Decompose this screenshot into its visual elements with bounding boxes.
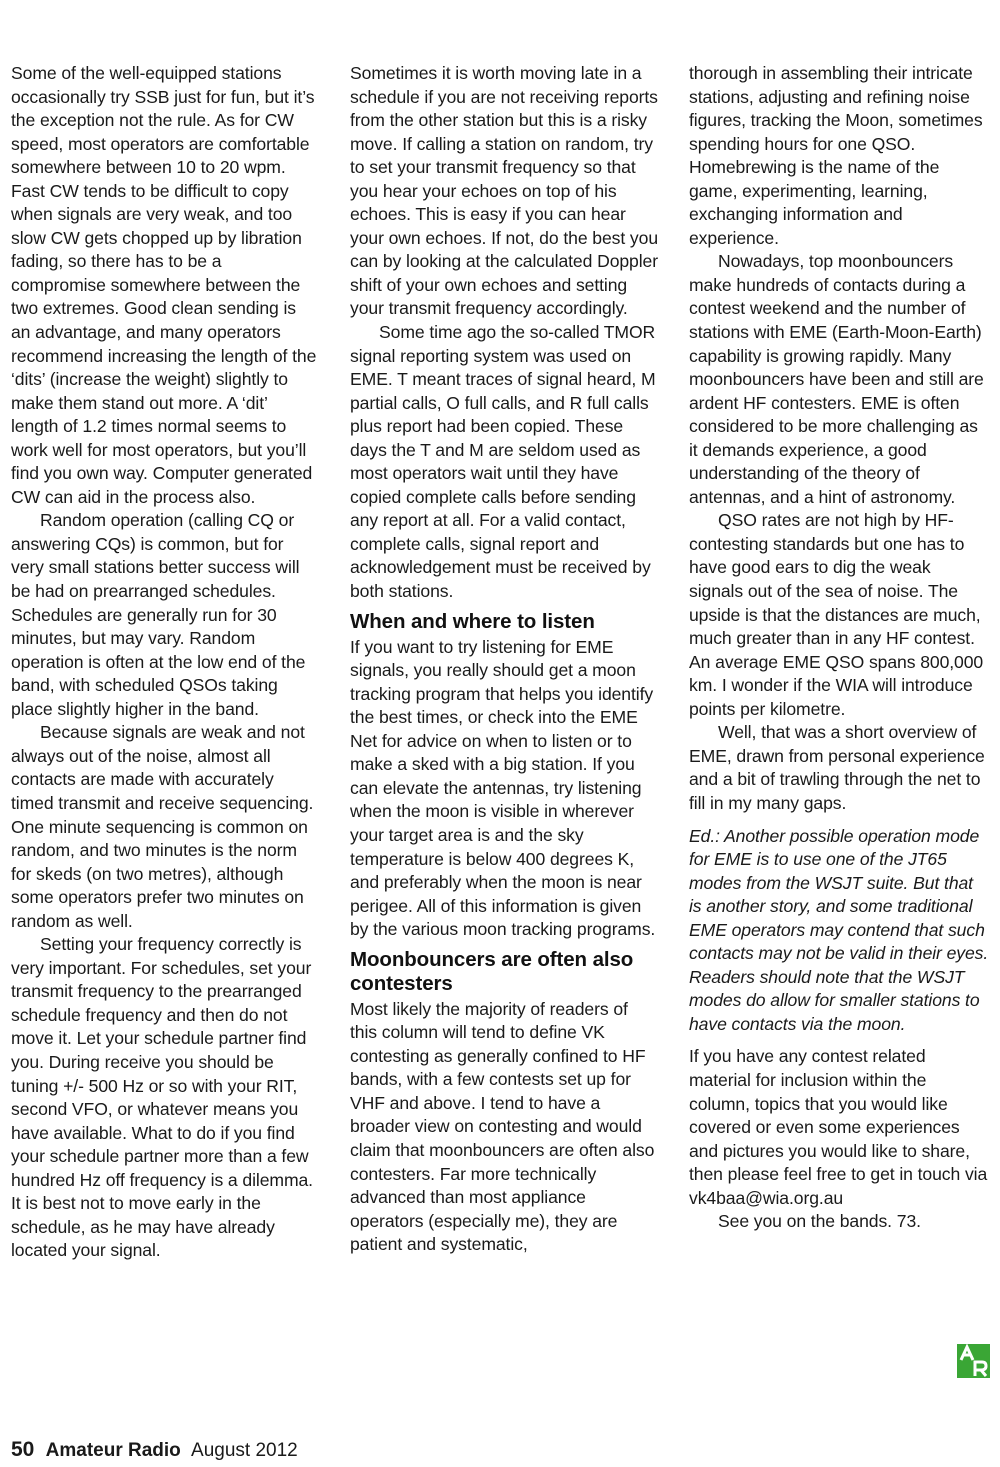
paragraph: Some of the well-equipped stations occasionally try SSB just for fun, but it’s the exception not the rule. As for CW speed, most operators are comfortable somewhere between 10 to 20 wpm. Fast CW tends to be difficult to copy when signals are very weak, and too slow CW gets chopped up by libration fading, so there has to be a compromise somewhere between the two extremes. Good clean sending is an advantage, and many operators recommend increasing the length of the ‘dits’ (increase the weight) slightly to make them stand out more. A ‘dit’ length of 1.2 times normal seems to work well for most operators, but you’ll find you own way. Computer generated CW can aid in the process also. [11,63,317,507]
paragraph: If you want to try listening for EME signals, you really should get a moon tracking program that helps you identify the best times, or check into the EME Net for advice on when to listen or to make a sked with a big station. If you can elevate the antennas, try listening when the moon is visible in wherever your target area is and the sky temperature is below 400 degrees K, and preferably when the moon is near perigee. All of this information is given by the various moon tracking programs. [350,636,656,940]
paragraph: QSO rates are not high by HF-contesting standards but one has to have good ears to dig the weak signals out of the sea of noise. The upside is that the distances are much, much greater than in any HF contest. An average EME QSO spans 800,000 km. I wonder if the WIA will introduce points per kilometre. [689,510,984,719]
paragraph: Sometimes it is worth moving late in a schedule if you are not receiving reports from the other station but this is a risky move. If calling a station on random, try to set your transmit frequency so that you hear your echoes on top of his echoes. This is easy if you can hear your own echoes. If not, do the best you can by looking at the calculated Doppler shift of your own echoes and setting your transmit frequency accordingly. [350,63,658,319]
text-column-3 [689,62,989,1234]
amateur-radio-end-logo-icon [957,1344,990,1378]
text-column-2 [350,62,658,1257]
contact-paragraph: If you have any contest related material for inclusion within the column, topics that you would like covered or even some experiences and pictures you would like to share, then please feel free to get in touch via vk4baa@wia.org.au [689,1046,988,1208]
section-heading-moonbouncers: Moonbouncers are often also contesters [350,947,634,995]
paragraph: Because signals are weak and not always out of the noise, almost all contacts are made with accurately timed transmit and receive sequencing. One minute sequencing is common on random, and two minutes is the norm for skeds (on two metres), although some operators prefer two minutes on random as well. [11,722,314,931]
issue-date: August 2012 [191,1440,298,1461]
page-footer [11,1438,298,1463]
text-column-1 [11,62,318,1263]
paragraph: Nowadays, top moonbouncers make hundreds of contacts during a contest weekend and the number of stations with EME (Earth-Moon-Earth) capability is growing rapidly. Many moonbouncers have been and still are ardent HF contesters. EME is often considered to be more challenging as it demands experience, a good understanding of the theory of antennas, and a hint of astronomy. [689,251,984,507]
paragraph: Setting your frequency correctly is very important. For schedules, set your transmit frequency to the prearranged schedule frequency and then do not move it. Let your schedule partner find you. During receive you should be tuning +/- 500 Hz or so with your RIT, second VFO, or whatever means you have available. What to do if you find your schedule partner more than a few hundred Hz off frequency is a dilemma. It is best not to move early in the schedule, as he may have already located your signal. [11,934,313,1261]
paragraph: Random operation (calling CQ or answering CQs) is common, but for very small stations better success will be had on prearranged schedules. Schedules are generally run for 30 minutes, but may vary. Random operation is often at the low end of the band, with scheduled QSOs taking place slightly higher in the band. [11,510,306,719]
section-heading-listen: When and where to listen [350,609,595,633]
paragraph: Well, that was a short overview of EME, drawn from personal experience and a bit of trawling through the net to fill in my many gaps. [689,722,985,813]
paragraph: Most likely the majority of readers of this column will tend to define VK contesting as generally confined to HF bands, with a few contests set up for VHF and above. I tend to have a broader view on contesting and would claim that moonbouncers are often also contesters. Far more technically advanced than most appliance operators (especially me), they are patient and systematic, [350,998,655,1255]
magazine-name: Amateur Radio [45,1440,181,1461]
page-number: 50 [11,1438,35,1461]
editor-note: Ed.: Another possible operation mode for EME is to use one of the JT65 modes from the WSJT suite. But that is another story, and some traditional EME operators may contend that such contacts may not be valid in their eyes. Readers should note that the WSJT modes do allow for smaller stations to have contacts via the moon. [689,825,989,1034]
paragraph: thorough in assembling their intricate stations, adjusting and refining noise figures, tracking the Moon, sometimes spending hours for one QSO. Homebrewing is the name of the game, experimenting, learning, exchanging information and experience. [689,63,983,248]
sign-off: See you on the bands. 73. [718,1211,921,1232]
paragraph: Some time ago the so-called TMOR signal reporting system was used on EME. T meant traces of signal heard, M partial calls, O full calls, and R full calls plus report had been copied. These days the T and M are seldom used as most operators wait until they have copied complete calls before sending any report at all. For a valid contact, complete calls, signal report and acknowledgement must be received by both stations. [350,322,656,602]
